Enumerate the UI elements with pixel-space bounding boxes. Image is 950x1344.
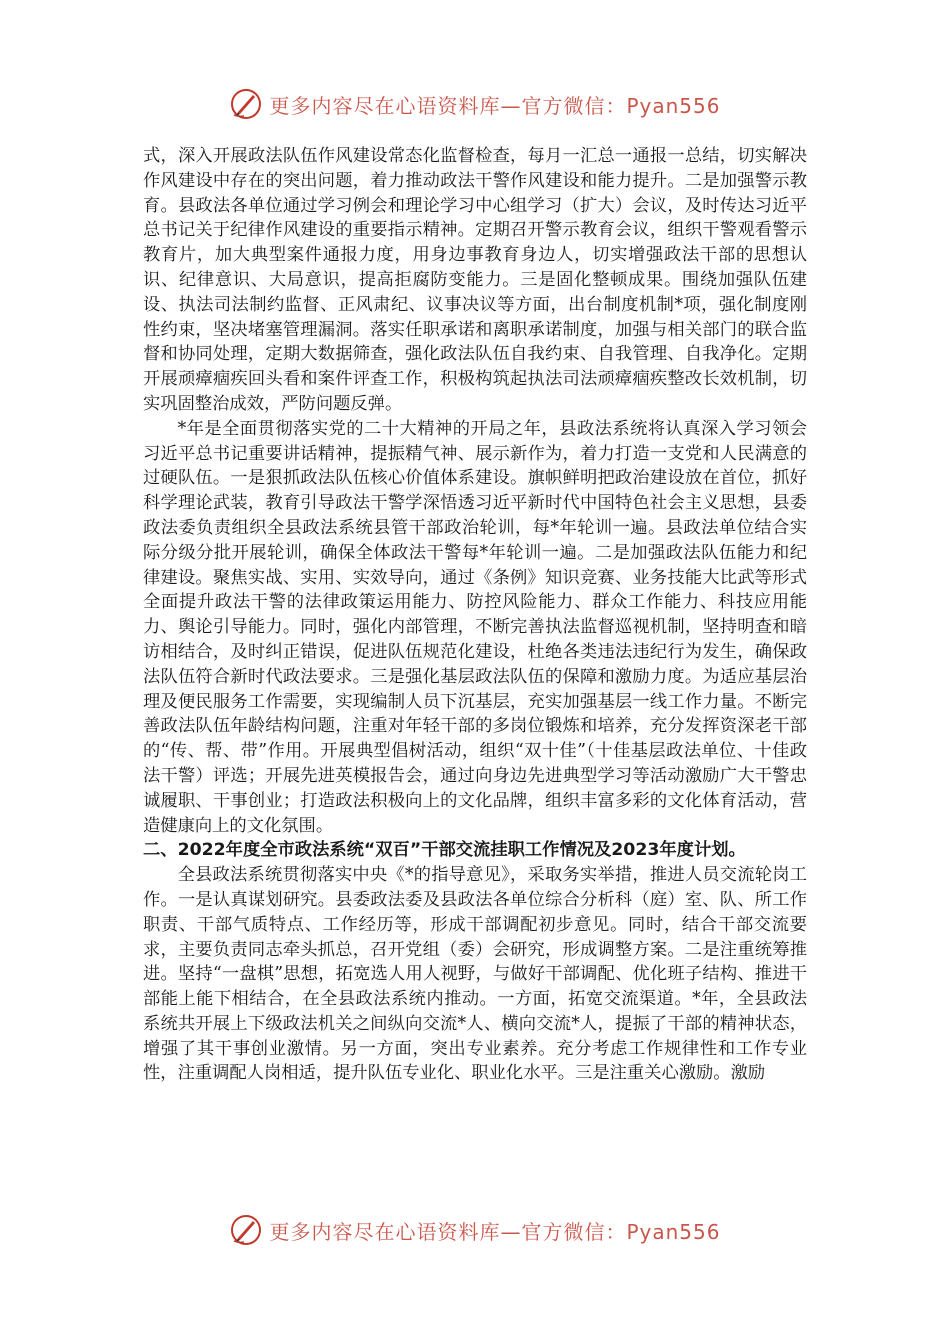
paragraph-2: *年是全面贯彻落实党的二十大精神的开局之年，县政法系统将认真深入学习领会习近平总书记重要讲话精神，提振精气神、展示新作为，着力打造一支党和人民满意的过硬队伍。一是狠抓政法队伍核心价值体系建设。旗帜鲜明把政治建设放在首位，抓好科学理论武装，教育引导政法干警学深悟透习近平新时代中国特色社会主义思想，县委政法委负责组织全县政法系统县管干部政治轮训，每*年轮训一遍。县政法单位结合实际分级分批开展轮训，确保全体政法干警每*年轮训一遍。二是加强政法队伍能力和纪律建设。聚焦实战、实用、实效导向，通过《条例》知识竞赛、业务技能大比武等形式全面提升政法干警的法律政策运用能力、防控风险能力、群众工作能力、科技应用能力、舆论引导能力。同时，强化内部管理，不断完善执法监督巡视机制，坚持明查和暗访相结合，及时纠正错误，促进队伍规范化建设，杜绝各类违法违纪行为发生，确保政法队伍符合新时代政法要求。三是强化基层政法队伍的保障和激励力度。为适应基层治理及便民服务工作需要，实现编制人员下沉基层，充实加强基层一线工作力量。不断完善政法队伍年龄结构问题，注重对年轻干部的多岗位锻炼和培养，充分发挥资深老干部的“传、帮、带”作用。开展典型倡树活动，组织“双十佳”（十佳基层政法单位、十佳政法干警）评选；开展先进英模报告会，通过向身边先进典型学习等活动激励广大干警忠诚履职、干事创业；打造政法积极向上的文化品牌，组织丰富多彩的文化体育活动，营造健康向上的文化氛围。 (143, 418, 807, 836)
quill-pen-circle-icon (229, 1213, 263, 1247)
header-watermark-banner (0, 84, 950, 124)
banner-text: 更多内容尽在心语资料库—官方微信：Pyan556 (269, 93, 721, 118)
document-body (143, 144, 807, 1194)
banner-text: 更多内容尽在心语资料库—官方微信：Pyan556 (269, 1219, 721, 1244)
footer-watermark-banner (0, 1210, 950, 1250)
paragraph-3: 全县政法系统贯彻落实中央《*的指导意见》，采取务实举措，推进人员交流轮岗工作。一是认真谋划研究。县委政法委及县政法各单位综合分析科（庭）室、队、所工作职责、干部气质特点、工作经历等，形成干部调配初步意见。同时，结合干部交流要求，主要负责同志牵头抓总，召开党组（委）会研究，形成调整方案。二是注重统筹推进。坚持“一盘棋”思想，拓宽选人用人视野，与做好干部调配、优化班子结构、推进干部能上能下相结合，在全县政法系统内推动。一方面，拓宽交流渠道。*年，全县政法系统共开展上下级政法机关之间纵向交流*人、横向交流*人，提振了干部的精神状态，增强了其干事创业激情。另一方面，突出专业素养。充分考虑工作规律性和工作专业性，注重调配人岗相适，提升队伍专业化、职业化水平。三是注重关心激励。激励 (143, 865, 807, 1084)
paragraph-1: 式，深入开展政法队伍作风建设常态化监督检查，每月一汇总一通报一总结，切实解决作风建设中存在的突出问题，着力推动政法干警作风建设和能力提升。二是加强警示教育。县政法各单位通过学习例会和理论学习中心组学习（扩大）会议，及时传达习近平总书记关于纪律作风建设的重要指示精神。定期召开警示教育会议，组织干警观看警示教育片，加大典型案件通报力度，用身边事教育身边人，切实增强政法干部的思想认识、纪律意识、大局意识，提高拒腐防变能力。三是固化整顿成果。围绕加强队伍建设、执法司法制约监督、正风肃纪、议事决议等方面，出台制度机制*项，强化制度刚性约束，坚决堵塞管理漏洞。落实任职承诺和离职承诺制度，加强与相关部门的联合监督和协同处理，定期大数据筛查，强化政法队伍自我约束、自我管理、自我净化。定期开展顽瘴痼疾回头看和案件评查工作，积极构筑起执法司法顽瘴痼疾整改长效机制，切实巩固整治成效，严防问题反弹。 (143, 146, 807, 414)
section-heading: 二、2022年度全市政法系统“双百”干部交流挂职工作情况及2023年度计划。 (143, 840, 746, 861)
quill-pen-circle-icon (229, 87, 263, 121)
